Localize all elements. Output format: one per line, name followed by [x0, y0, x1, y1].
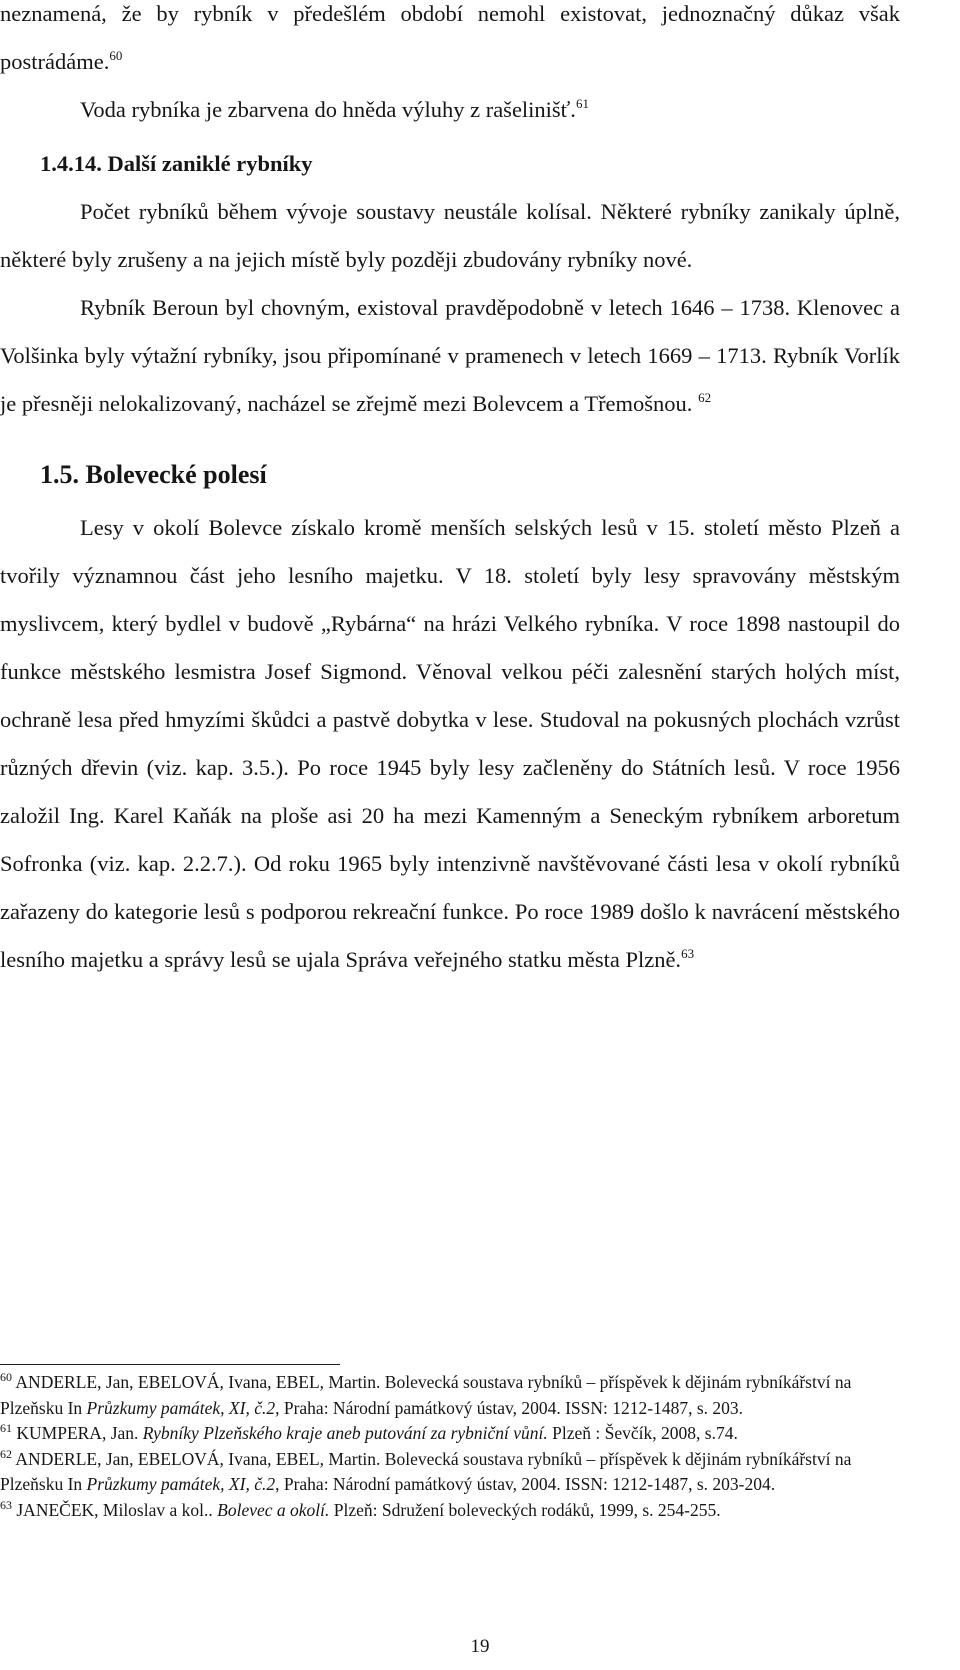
footnote-63	[0, 1498, 910, 1524]
footnote-ref-63[interactable]: 63	[681, 946, 695, 961]
paragraph-text: Rybník Beroun byl chovným, existoval pravděpodobně v letech 1646 – 1738. Klenovec a Volšinka byly výtažní rybníky, jsou připomínané v pramenech v letech 1669 – 1713. Rybník Vorlík je přesněji nelokalizovaný, nacházel se zřejmě mezi Bolevcem a Třemošnou.	[0, 295, 900, 416]
footnotes	[0, 1370, 910, 1523]
footnote-text: JANEČEK, Miloslav a kol..	[16, 1499, 218, 1520]
heading-1-5: 1.5. Bolevecké polesí	[40, 460, 267, 489]
footnote-number: 61	[0, 1421, 12, 1435]
footnote-text: ANDERLE, Jan, EBELOVÁ, Ivana, EBEL, Martin. Bolevecká soustava rybníků – příspěvek k dějinám rybníkářství na Plzeňsku In	[0, 1372, 852, 1418]
footnote-61	[0, 1421, 910, 1447]
footnote-text: ANDERLE, Jan, EBELOVÁ, Ivana, EBEL, Martin. Bolevecká soustava rybníků – příspěvek k dějinám rybníkářství na Plzeňsku In	[0, 1448, 852, 1494]
footnote-ref-62[interactable]: 62	[698, 390, 712, 405]
footnote-text: , Praha: Národní památkový ústav, 2004. ISSN: 1212-1487, s. 203.	[275, 1397, 744, 1418]
footnote-number: 60	[0, 1370, 12, 1384]
footnote-text: KUMPERA, Jan.	[16, 1423, 143, 1443]
footnote-number: 62	[0, 1446, 12, 1461]
footnote-title: Rybníky Plzeňského kraje aneb putování za rybniční vůní.	[142, 1423, 548, 1443]
footnote-title: Bolevec a okolí.	[217, 1499, 330, 1520]
footnote-62	[0, 1447, 910, 1498]
footnote-separator	[0, 1364, 340, 1365]
footnote-text: Plzeň : Ševčík, 2008, s.74.	[547, 1423, 738, 1443]
page-number: 19	[470, 1636, 490, 1657]
footnote-number: 63	[0, 1497, 12, 1512]
footnote-title: Průzkumy památek, XI, č.2	[86, 1397, 276, 1418]
paragraph-text: neznamená, že by rybník v předešlém období nemohl existovat, jednoznačný důkaz však postrádáme.	[0, 1, 900, 74]
heading-1-4-14: 1.4.14. Další zaniklé rybníky	[40, 151, 313, 176]
paragraph-lesy	[0, 504, 900, 984]
paragraph-text: Lesy v okolí Bolevce získalo kromě menších selských lesů v 15. století město Plzeň a tvořily významnou část jeho lesního majetku. V 18. století byly lesy spravovány městským myslivcem, který bydlel v budově „Rybárna“ na hrázi Velkého rybníka. V roce 1898 nastoupil do funkce městského lesmistra Josef Sigmond. Věnoval velkou péči zalesnění starých holých míst, ochraně lesa před hmyzími škůdci a pastvě dobytka v lese. Studoval na pokusných plochách vzrůst různých dřevin (viz. kap. 3.5.). Po roce 1945 byly lesy začleněny do Státních lesů. V roce 1956 založil Ing. Karel Kaňák na ploše asi 20 ha mezi Kamenným a Seneckým rybníkem arboretum Sofronka (viz. kap. 2.2.7.). Od roku 1965 byly intenzivně navštěvované části lesa v okolí rybníků zařazeny do kategorie lesů s podporou rekreační funkce. Po roce 1989 došlo k navrácení městského lesního majetku a správy lesů se ujala Správa veřejného statku města Plzně.	[0, 515, 900, 972]
footnote-title: Průzkumy památek, XI, č.2	[86, 1474, 276, 1494]
footnote-text: Plzeň: Sdružení boleveckých rodáků, 1999, s. 254-255.	[329, 1499, 721, 1520]
paragraph-voda	[0, 86, 900, 134]
paragraph-text: Voda rybníka je zbarvena do hněda výluhy z rašelinišť.	[80, 97, 576, 122]
footnote-60	[0, 1370, 910, 1421]
paragraph-rybnik-beroun	[0, 284, 900, 428]
footnote-text: , Praha: Národní památkový ústav, 2004. ISSN: 1212-1487, s. 203-204.	[275, 1474, 776, 1494]
footnote-ref-60[interactable]: 60	[109, 48, 123, 63]
paragraph-pocet-rybniku: Počet rybníků během vývoje soustavy neustále kolísal. Některé rybníky zanikaly úplně, některé byly zrušeny a na jejich místě byly později zbudovány rybníky nové.	[0, 199, 900, 272]
footnote-ref-61[interactable]: 61	[575, 96, 589, 111]
paragraph-continuation	[0, 0, 900, 86]
